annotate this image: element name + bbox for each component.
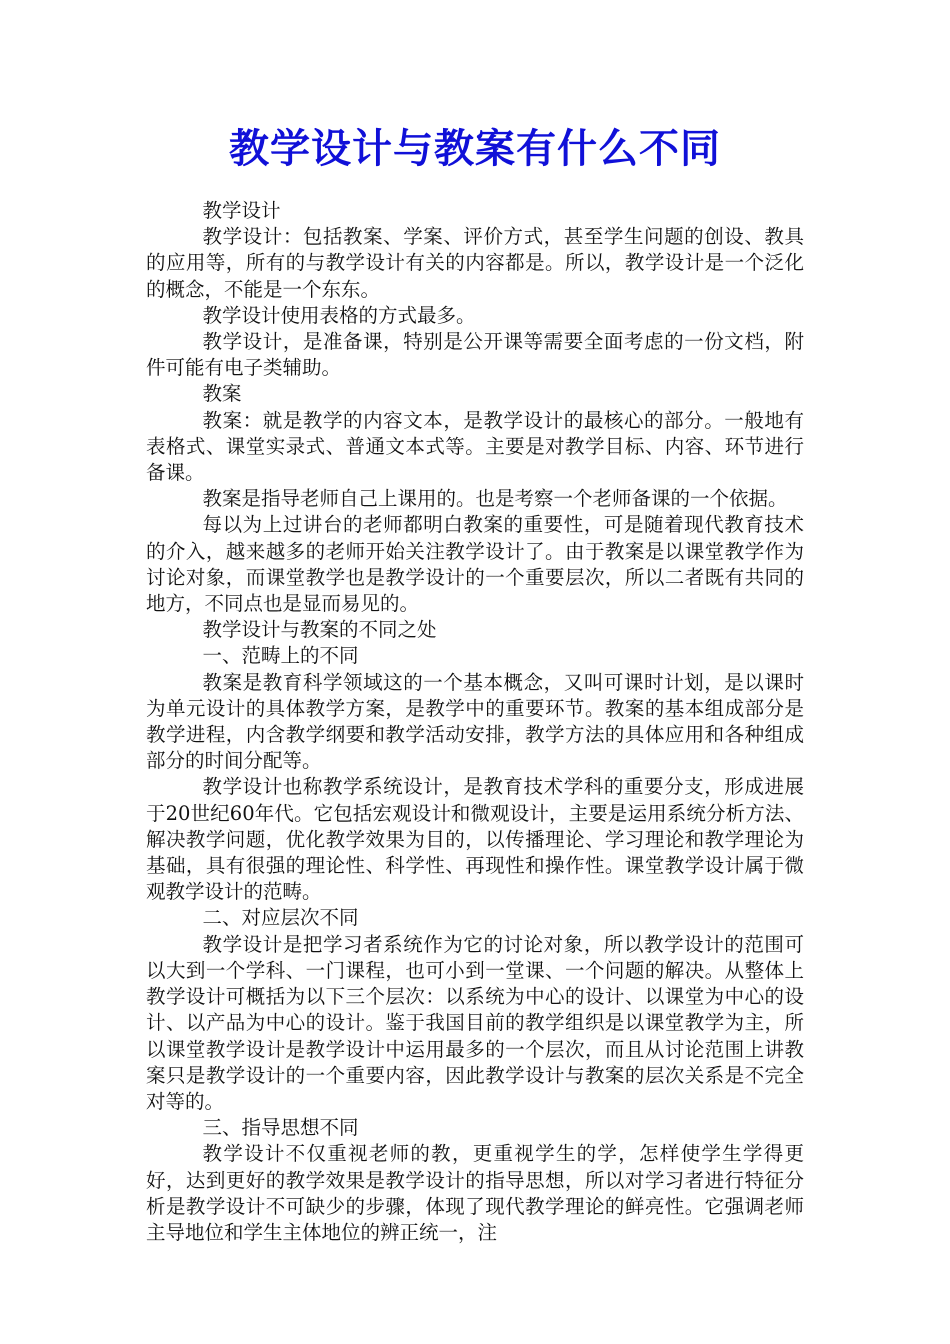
paragraph: 教学设计，是准备课，特别是公开课等需要全面考虑的一份文档，附件可能有电子类辅助。 [146, 330, 804, 380]
section-heading-3: 三、指导思想不同 [202, 1116, 359, 1140]
section-heading-2: 二、对应层次不同 [202, 906, 359, 930]
paragraph: 每以为上过讲台的老师都明白教案的重要性，可是随着现代教育技术的介入，越来越多的老师开始关注教学设计了。由于教案是以课堂教学作为讨论对象，而课堂教学也是教学设计的一个重要层次，所以二者既有共同的地方，不同点也是显而易见的。 [146, 513, 804, 616]
paragraph: 教学设计是把学习者系统作为它的讨论对象，所以教学设计的范围可以大到一个学科、一门课程，也可小到一堂课、一个问题的解决。从整体上教学设计可概括为以下三个层次：以系统为中心的设计、以课堂为中心的设计、以产品为中心的设计。鉴于我国目前的教学组织是以课堂教学为主，所以课堂教学设计是教学设计中运用最多的一个层次，而且从讨论范围上讲教案只是教学设计的一个重要内容，因此教学设计与教案的层次关系是不完全对等的。 [146, 932, 804, 1113]
paragraph-heading-lesson-plan: 教案 [202, 382, 242, 406]
section-heading-differences: 教学设计与教案的不同之处 [202, 618, 437, 642]
document-title: 教学设计与教案有什么不同 [229, 125, 721, 172]
document-body [146, 198, 804, 1246]
paragraph: 教案：就是教学的内容文本，是教学设计的最核心的部分。一般地有表格式、课堂实录式、普通文本式等。主要是对教学目标、内容、环节进行备课。 [146, 408, 804, 485]
paragraph: 教案是指导老师自己上课用的。也是考察一个老师备课的一个依据。 [202, 487, 788, 511]
paragraph: 教学设计：包括教案、学案、评价方式，甚至学生问题的创设、教具的应用等，所有的与教学设计有关的内容都是。所以，教学设计是一个泛化的概念，不能是一个东东。 [146, 225, 804, 301]
paragraph: 教学设计不仅重视老师的教，更重视学生的学，怎样使学生学得更好，达到更好的教学效果是教学设计的指导思想，所以对学习者进行特征分析是教学设计不可缺少的步骤，体现了现代教学理论的鲜亮性。它强调老师主导地位和学生主体地位的辨正统一，注 [146, 1142, 804, 1244]
paragraph: 教案是教育科学领域这的一个基本概念，又叫可课时计划，是以课时为单元设计的具体教学方案，是教学中的重要环节。教案的基本组成部分是教学进程，内含教学纲要和教学活动安排，教学方法的具体应用和各种组成部分的时间分配等。 [146, 670, 804, 773]
paragraph: 教学设计也称教学系统设计，是教育技术学科的重要分支，形成进展于20世纪60年代。它包括宏观设计和微观设计，主要是运用系统分析方法、解决教学问题，优化教学效果为目的，以传播理论、学习理论和教学理论为基础，具有很强的理论性、科学性、再现性和操作性。课堂教学设计属于微观教学设计的范畴。 [146, 775, 804, 904]
paragraph-heading-design: 教学设计 [202, 199, 281, 222]
section-heading-1: 一、范畴上的不同 [202, 644, 359, 668]
paragraph: 教学设计使用表格的方式最多。 [202, 303, 476, 327]
